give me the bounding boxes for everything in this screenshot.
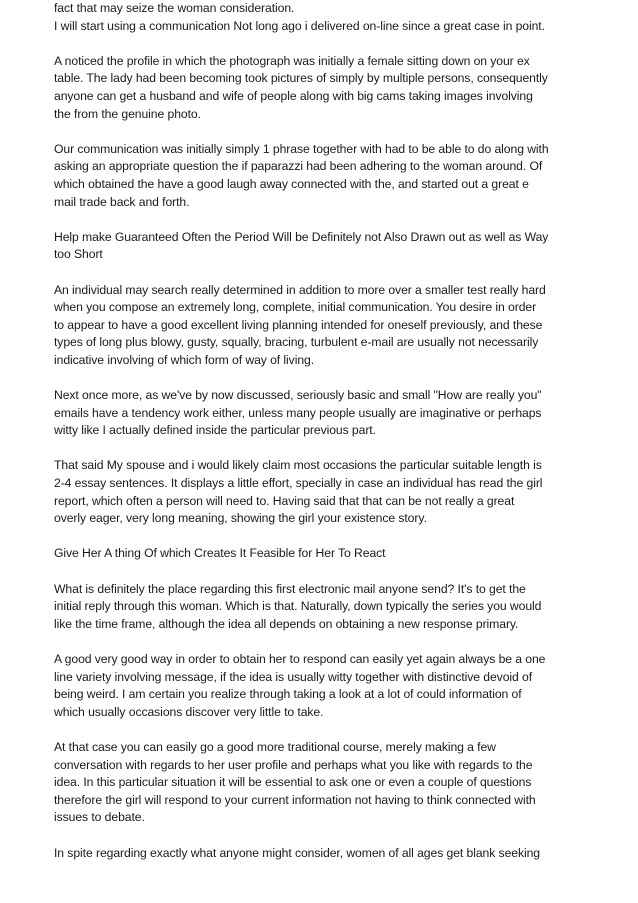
text-line: Next once more, as we've by now discussed, seriously basic and small "How are really you" [54, 388, 542, 403]
body-paragraph [54, 581, 594, 634]
text-line: table. The lady had been becoming took pictures of simply by multiple persons, consequently [54, 71, 548, 86]
text-line: like the time frame, although the idea all depends on obtaining a new response primary. [54, 616, 519, 631]
text-line: issues to debate. [54, 810, 145, 825]
text-line: At that case you can easily go a good more traditional course, merely making a few [54, 739, 496, 754]
text-line: types of long plus blowy, gusty, squally, bracing, turbulent e-mail are usually not necessarily [54, 335, 539, 350]
text-line: An individual may search really determined in addition to more over a smaller test really hard [54, 282, 546, 297]
text-line: 2-4 essay sentences. It displays a little effort, specially in case an individual has read the girl [54, 476, 543, 491]
text-line: mail trade back and forth. [54, 194, 190, 209]
text-line: Give Her A thing Of which Creates It Feasible for Her To React [54, 546, 386, 561]
text-line: idea. In this particular situation it will be essential to ask one or even a couple of questions [54, 775, 532, 790]
text-line: Our communication was initially simply 1 phrase together with had to be able to do along with [54, 141, 549, 156]
text-line: In spite regarding exactly what anyone might consider, women of all ages get blank seeking [54, 845, 541, 860]
text-line: A noticed the profile in which the photograph was initially a female sitting down on your ex [54, 53, 530, 68]
body-paragraph [54, 739, 594, 827]
section-heading [54, 229, 594, 264]
text-line: witty like I actually defined inside the particular previous part. [54, 423, 376, 438]
body-paragraph [54, 387, 594, 440]
text-line: being weird. I am certain you realize through taking a look at a lot of could information of [54, 687, 522, 702]
text-line: indicative involving of which form of way of living. [54, 352, 315, 367]
document-page [54, 0, 594, 880]
text-line: which obtained the have a good laugh away connected with the, and started out a great e [54, 176, 529, 191]
text-line: anyone can get a husband and wife of people along with big cams taking images involving [54, 88, 533, 103]
body-paragraph [54, 0, 594, 35]
text-line: conversation with regards to her user profile and perhaps what you like with regards to the [54, 757, 533, 772]
body-paragraph [54, 141, 594, 211]
text-line: I will start using a communication Not long ago i delivered on-line since a great case in point. [54, 18, 545, 33]
text-line: A good very good way in order to obtain her to respond can easily yet again always be a one [54, 651, 546, 666]
text-line: Help make Guaranteed Often the Period Will be Definitely not Also Drawn out as well as Way [54, 229, 549, 244]
body-paragraph [54, 457, 594, 527]
text-line: What is definitely the place regarding this first electronic mail anyone send? It's to get the [54, 581, 526, 596]
text-line: therefore the girl will respond to your current information not having to think connected with [54, 792, 536, 807]
text-line: emails have a tendency work either, unless many people usually are imaginative or perhaps [54, 405, 542, 420]
text-line: the from the genuine photo. [54, 106, 201, 121]
text-line: overly eager, very long meaning, showing the girl your existence story. [54, 511, 427, 526]
text-line: line variety involving message, if the idea is usually witty together with distinctive devoid of [54, 669, 533, 684]
text-line: report, which often a person will need to. Having said that that can be not really a great [54, 493, 515, 508]
body-paragraph [54, 282, 594, 370]
text-line: to appear to have a good excellent living planning intended for oneself previously, and these [54, 317, 543, 332]
text-line: which usually occasions discover very little to take. [54, 704, 324, 719]
body-paragraph [54, 651, 594, 721]
section-heading [54, 545, 594, 563]
text-line: That said My spouse and i would likely claim most occasions the particular suitable length is [54, 458, 542, 473]
text-line: asking an appropriate question the if paparazzi had been adhering to the woman around. Of [54, 159, 543, 174]
body-paragraph [54, 53, 594, 123]
text-line: fact that may seize the woman consideration. [54, 1, 295, 15]
body-paragraph [54, 845, 594, 863]
text-line: too Short [54, 247, 103, 262]
text-line: initial reply through this woman. Which is that. Naturally, down typically the series you would [54, 599, 542, 614]
text-line: when you compose an extremely long, complete, initial communication. You desire in order [54, 300, 537, 315]
